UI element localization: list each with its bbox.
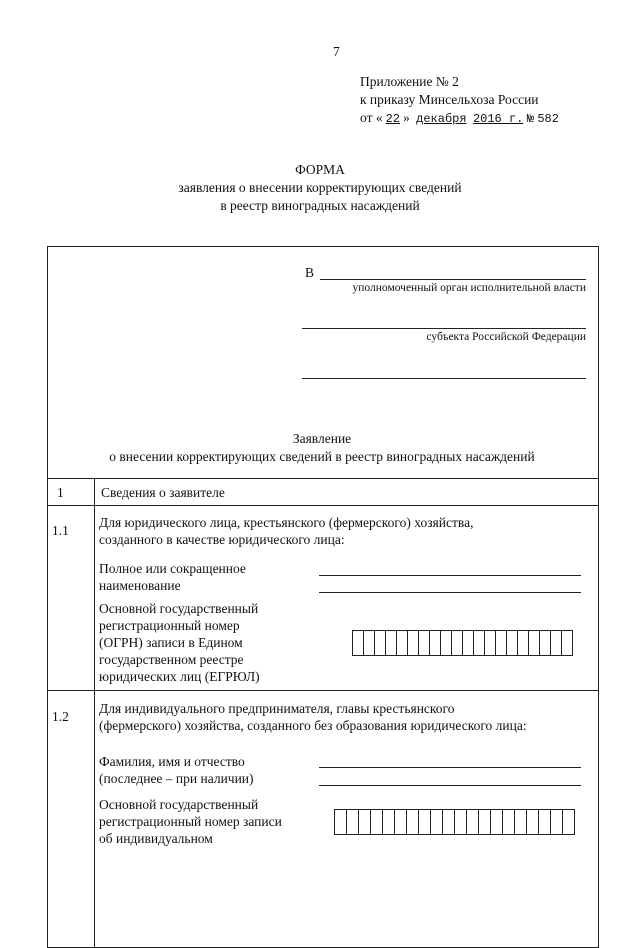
- row-1-1-heading-1: Для юридического лица, крестьянского (фермерского) хозяйства,: [99, 515, 474, 530]
- ogrn-label-4: государственном реестре: [99, 652, 244, 667]
- addressee-line-1[interactable]: [320, 279, 586, 280]
- ogrnip-label-2: регистрационный номер записи: [99, 814, 282, 829]
- order-number: 582: [537, 112, 559, 126]
- addressee-line-2[interactable]: [302, 328, 586, 329]
- row-1-2-heading-2: (фермерского) хозяйства, созданного без образования юридического лица:: [99, 718, 527, 733]
- order-day: 22: [385, 112, 401, 126]
- form-subtitle-1: заявления о внесении корректирующих сведений: [178, 180, 462, 195]
- order-number-label: №: [526, 112, 534, 126]
- ogrn-label-2: регистрационный номер: [99, 618, 240, 633]
- row-1-number: 1: [57, 485, 64, 500]
- row-1-1-heading-2: созданного в качестве юридического лица:: [99, 532, 345, 547]
- fullname-label-1: Фамилия, имя и отчество: [99, 754, 245, 769]
- ogrn-label-5: юридических лиц (ЕГРЮЛ): [99, 669, 260, 684]
- ogrnip-label-3: об индивидуальном: [99, 831, 213, 846]
- org-name-line-2[interactable]: [319, 592, 581, 593]
- addressee-prefix: В: [305, 265, 315, 280]
- ogrnip-label-1: Основной государственный: [99, 797, 259, 812]
- row-1-2-number: 1.2: [52, 709, 69, 724]
- row-1-text: Сведения о заявителе: [101, 485, 225, 500]
- org-name-line-1[interactable]: [319, 575, 581, 576]
- order-month: декабря: [416, 112, 467, 126]
- appendix-order-date: [360, 109, 559, 128]
- order-date-mid: »: [403, 110, 410, 125]
- column-divider: [94, 478, 95, 948]
- form-title: ФОРМА: [295, 162, 345, 177]
- ogrn-label-3: (ОГРН) записи в Едином: [99, 635, 243, 650]
- statement-title: Заявление: [292, 431, 352, 446]
- org-name-label-1: Полное или сокращенное: [99, 561, 246, 576]
- order-date-prefix: от «: [360, 110, 383, 125]
- statement-subtitle: о внесении корректирующих сведений в реестр виноградных насаждений: [109, 449, 535, 464]
- order-year: 2016 г.: [472, 112, 524, 126]
- row-divider-1: [47, 505, 598, 506]
- fullname-line-2[interactable]: [319, 785, 581, 786]
- fullname-line-1[interactable]: [319, 767, 581, 768]
- row-1-1-number: 1.1: [52, 523, 69, 538]
- row-1-2-heading-1: Для индивидуального предпринимателя, главы крестьянского: [99, 701, 455, 716]
- row-divider-2: [47, 690, 598, 691]
- ogrn-label-1: Основной государственный: [99, 601, 259, 616]
- addressee-caption-1: уполномоченный орган исполнительной власти: [352, 282, 586, 294]
- addressee-caption-2: субъекта Российской Федерации: [426, 331, 586, 343]
- table-top-border: [47, 478, 598, 479]
- appendix-line-1: Приложение № 2: [360, 74, 459, 89]
- appendix-line-2: к приказу Минсельхоза России: [360, 92, 539, 107]
- fullname-label-2: (последнее – при наличии): [99, 771, 254, 786]
- form-subtitle-2: в реестр виноградных насаждений: [220, 198, 420, 213]
- page-number: 7: [333, 44, 340, 59]
- org-name-label-2: наименование: [99, 578, 181, 593]
- addressee-line-3[interactable]: [302, 378, 586, 379]
- ogrn-input-cells[interactable]: [352, 630, 573, 656]
- ogrnip-input-cells[interactable]: [334, 809, 575, 835]
